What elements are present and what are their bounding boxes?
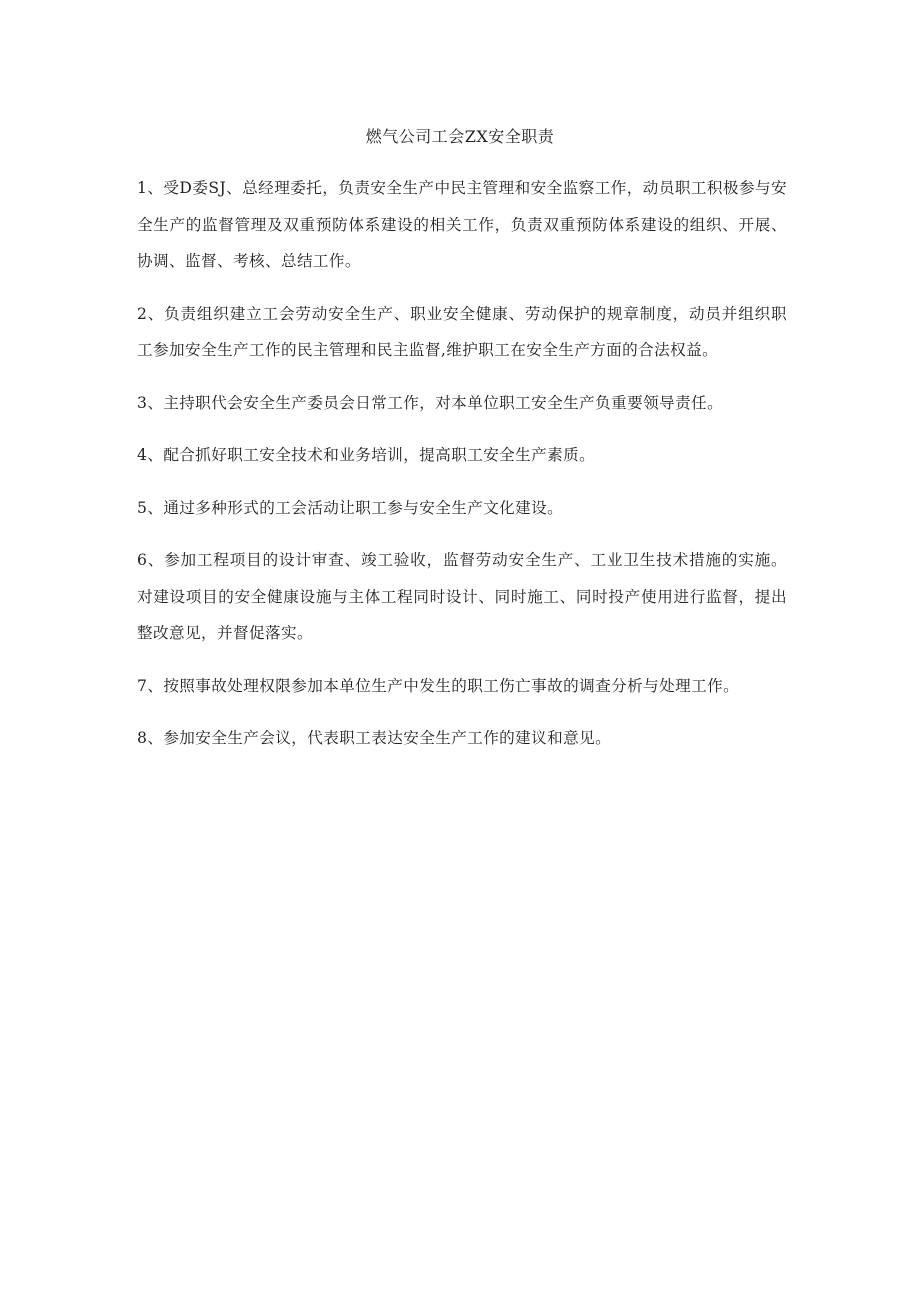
duty-paragraph-7: 7、按照事故处理权限参加本单位生产中发生的职工伤亡事故的调查分析与处理工作。 [137, 676, 740, 695]
duty-paragraph-1: 1、受D委SJ、总经理委托，负责安全生产中民主管理和安全监察工作，动员职工积极参与安全生产的监督管理及双重预防体系建设的相关工作，负责双重预防体系建设的组织、开展、协调、监督、考核、总结工作。 [137, 179, 787, 270]
duty-paragraph-3: 3、主持职代会安全生产委员会日常工作，对本单位职工安全生产负重要领导责任。 [137, 393, 724, 412]
duty-paragraph-5: 5、通过多种形式的工会活动让职工参与安全生产文化建设。 [137, 498, 564, 517]
document-body [137, 170, 787, 773]
duty-paragraph-4: 4、配合抓好职工安全技术和业务培训，提高职工安全生产素质。 [137, 446, 596, 464]
duty-paragraph-8: 8、参加安全生产会议，代表职工表达安全生产工作的建议和意见。 [137, 729, 612, 747]
duty-paragraph-6: 6、参加工程项目的设计审查、竣工验收，监督劳动安全生产、工业卫生技术措施的实施。对建设项目的安全健康设施与主体工程同时设计、同时施工、同时投产使用进行监督，提出整改意见，并督促落实。 [137, 551, 787, 642]
document-title: 燃气公司工会ZX安全职责 [365, 127, 555, 146]
duty-paragraph-2: 2、负责组织建立工会劳动安全生产、职业安全健康、劳动保护的规章制度，动员并组织职工参加安全生产工作的民主管理和民主监督,维护职工在安全生产方面的合法权益。 [137, 304, 787, 359]
